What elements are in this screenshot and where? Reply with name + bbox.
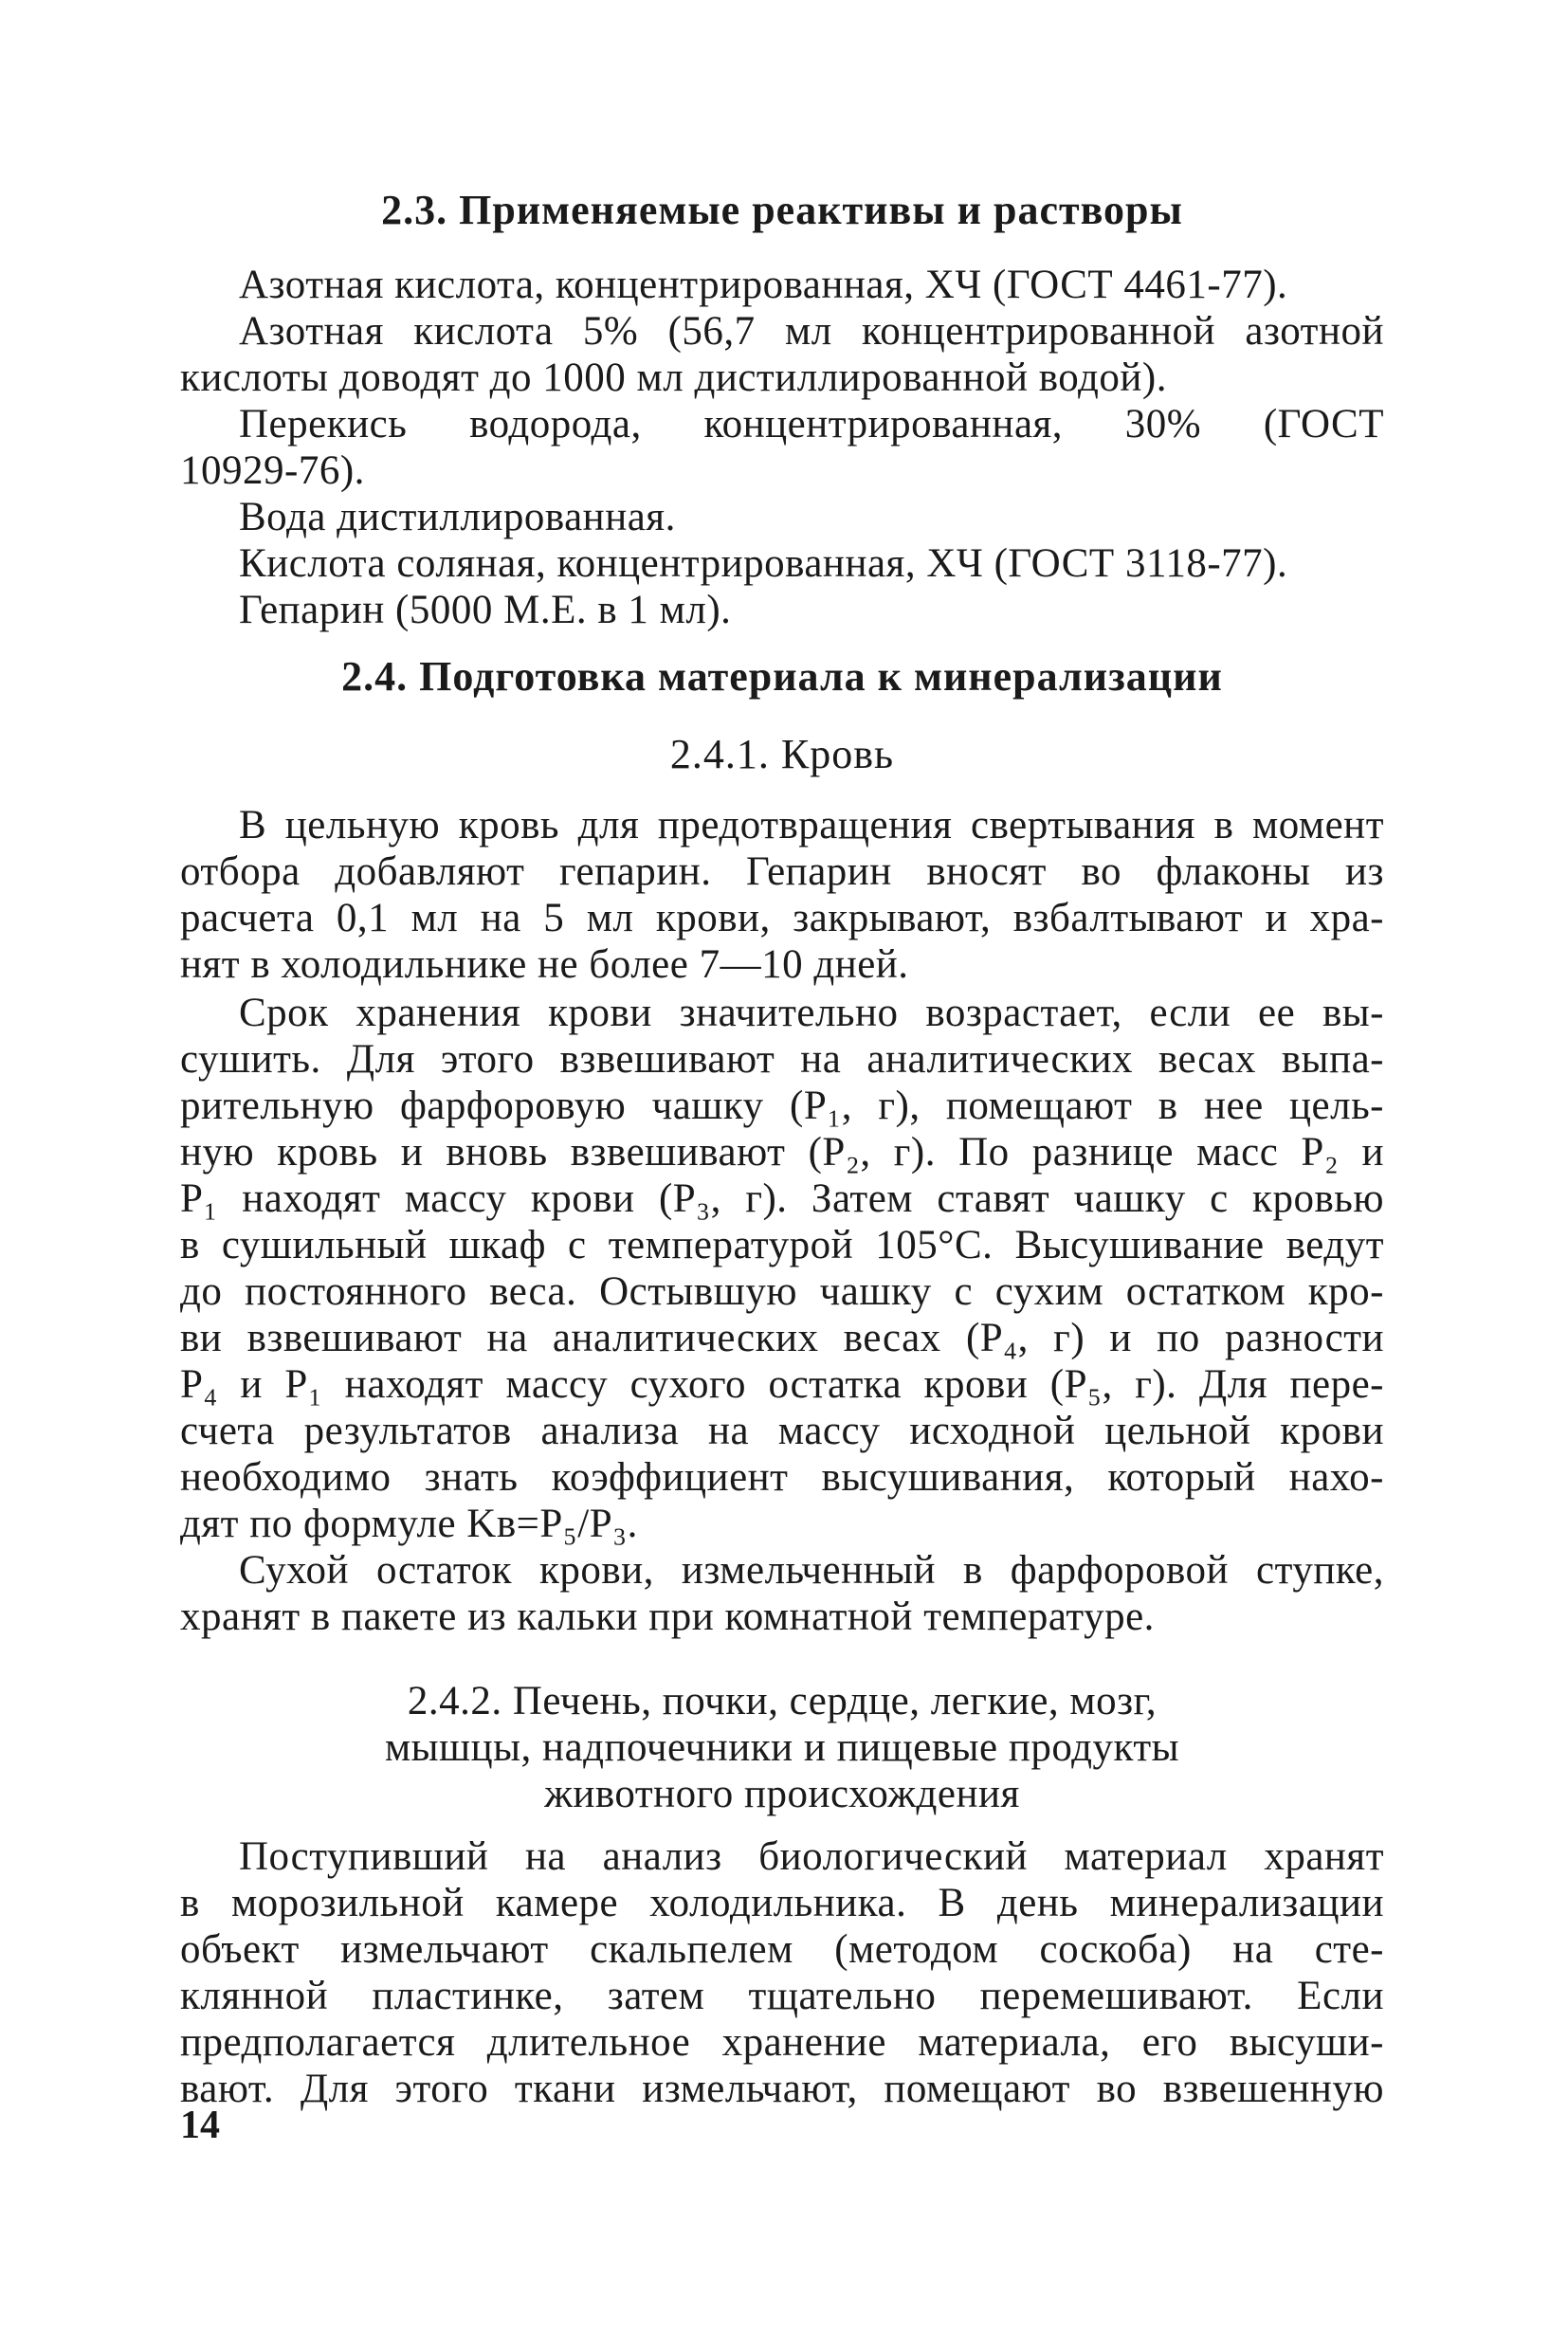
reagent-line: Азотная кислота 5% (56,7 мл концентрированной азотной: [239, 309, 1384, 354]
subsection-2-4-2-heading: [180, 1678, 1384, 1817]
text-line: предполагается длительное хранение материала, его высуши-: [180, 2020, 1384, 2065]
reagent-line: Кислота соляная, концентрированная, ХЧ (ГОСТ 3118-77).: [239, 541, 1288, 586]
text-line: В цельную кровь для предотвращения свертывания в момент: [239, 803, 1384, 847]
text-line: сушить. Для этого взвешивают на аналитических весах выпа-: [180, 1037, 1384, 1082]
text-line: Поступивший на анализ биологический материал хранят: [239, 1834, 1384, 1879]
reagent-line: Вода дистиллированная.: [239, 495, 676, 539]
reagent-line: кислоты доводят до 1000 мл дистиллированной водой).: [180, 355, 1167, 400]
text-line: до постоянного веса. Остывшую чашку с сухим остатком кро-: [180, 1269, 1384, 1314]
text-line: в сушильный шкаф с температурой 105°С. Высушивание ведут: [180, 1223, 1384, 1267]
subsection-2-4-1-heading: 2.4.1. Кровь: [669, 731, 895, 777]
section-2-4-heading: 2.4. Подготовка материала к минерализации: [341, 653, 1223, 700]
paragraph-drying: [180, 990, 1384, 1547]
text-line: дят по формуле Kв=P₅/P₃.: [180, 1502, 638, 1546]
text-line: вают. Для этого ткани измельчают, помещают во взвешенную: [180, 2067, 1384, 2111]
subheading-line: 2.4.2. Печень, почки, сердце, легкие, мозг,: [407, 1679, 1158, 1723]
reagent-line: 10929-76).: [180, 448, 365, 493]
text-line: ную кровь и вновь взвешивают (P₂, г). По разнице масс P₂ и: [180, 1130, 1384, 1175]
text-line: Срок хранения крови значительно возрастает, если ее вы-: [239, 991, 1384, 1035]
text-line: расчета 0,1 мл на 5 мл крови, закрывают, взбалтывают и хра-: [180, 896, 1384, 940]
text-line: P₁ находят массу крови (P₃, г). Затем ставят чашку с кровью: [180, 1176, 1384, 1221]
paragraph-heparin: [180, 802, 1384, 988]
paragraph-organs: [180, 1833, 1384, 2112]
reagent-line: Перекись водорода, концентрированная, 30% (ГОСТ: [239, 402, 1384, 447]
text-line: хранят в пакете из кальки при комнатной температуре.: [180, 1595, 1155, 1639]
section-2-3-heading: 2.3. Применяемые реактивы и растворы: [381, 187, 1183, 233]
text-line: ви взвешивают на аналитических весах (P₄, г) и по разности: [180, 1316, 1384, 1360]
text-line: P₄ и P₁ находят массу сухого остатка крови (P₅, г). Для пере-: [180, 1362, 1384, 1407]
subheading-line: мышцы, надпочечники и пищевые продукты: [384, 1725, 1180, 1770]
text-line: отбора добавляют гепарин. Гепарин вносят во флаконы из: [180, 849, 1384, 894]
text-line: необходимо знать коэффициент высушивания, который нахо-: [180, 1455, 1384, 1500]
text-line: Сухой остаток крови, измельченный в фарфоровой ступке,: [239, 1548, 1384, 1593]
text-line: нят в холодильнике не более 7—10 дней.: [180, 942, 909, 987]
text-line: в морозильной камере холодильника. В день минерализации: [180, 1881, 1384, 1925]
page-number: 14: [180, 2104, 220, 2147]
reagent-line: Азотная кислота, концентрированная, ХЧ (ГОСТ 4461-77).: [239, 263, 1288, 307]
paragraph-storage: [180, 1547, 1384, 1640]
reagents-list: [180, 262, 1384, 633]
text-line: клянной пластинке, затем тщательно перемешивают. Если: [180, 1974, 1384, 2018]
subheading-line: животного происхождения: [544, 1772, 1020, 1816]
text-line: объект измельчают скальпелем (методом соскоба) на сте-: [180, 1927, 1384, 1972]
text-line: счета результатов анализа на массу исходной цельной крови: [180, 1409, 1384, 1453]
reagent-line: Гепарин (5000 М.Е. в 1 мл).: [239, 588, 732, 632]
text-line: рительную фарфоровую чашку (P₁, г), помещают в нее цель-: [180, 1084, 1384, 1128]
